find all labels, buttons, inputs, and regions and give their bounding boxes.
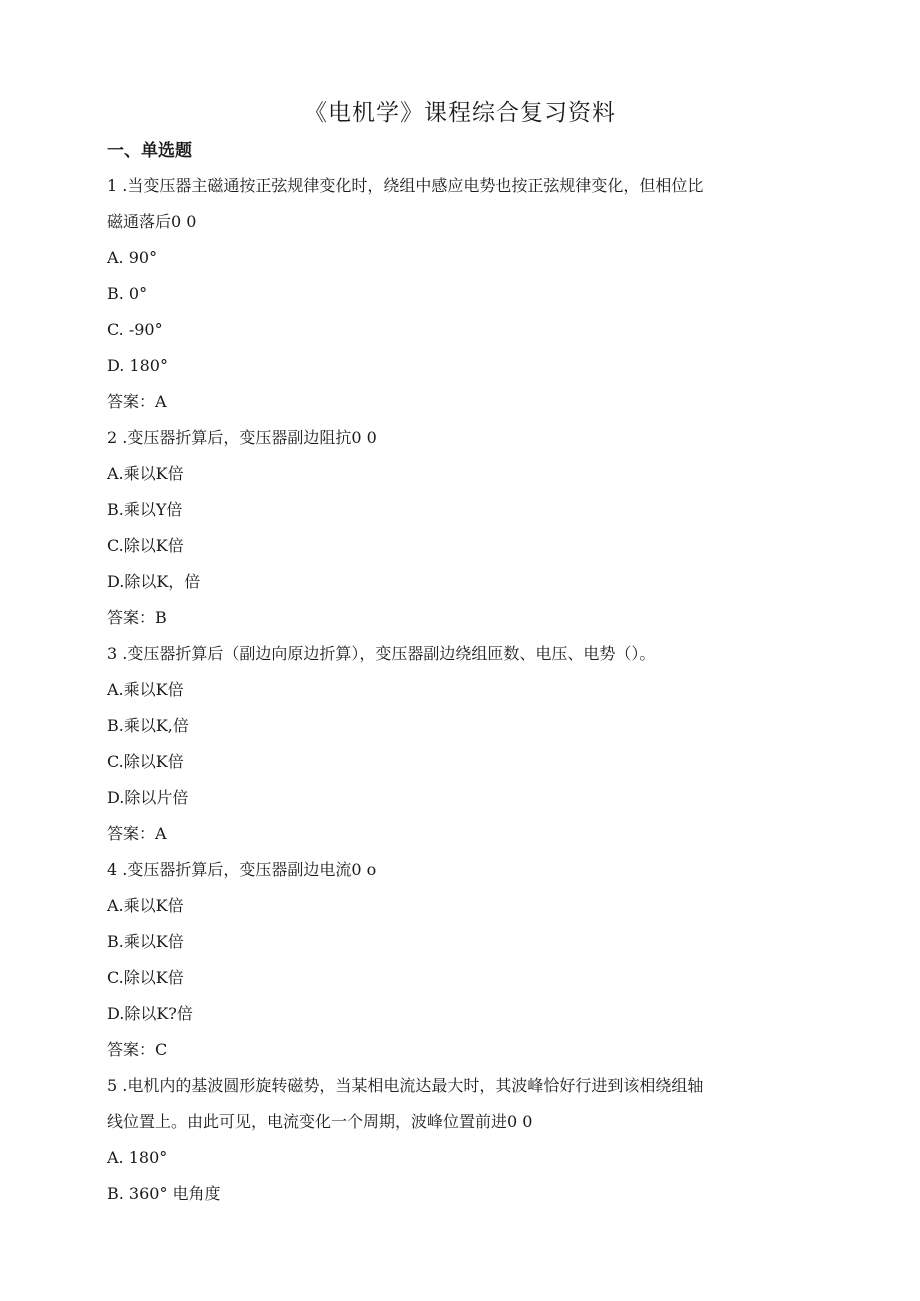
option-a: A.乘以K倍 (107, 464, 184, 483)
option-b: B.乘以K倍 (107, 932, 184, 951)
option-d: D.除以K，倍 (107, 572, 201, 591)
question-3 (107, 640, 823, 856)
question-1 (107, 172, 823, 424)
option-b: B.乘以Y倍 (107, 500, 183, 519)
option-c: C.除以K倍 (107, 968, 184, 987)
answer: 答案：A (107, 392, 167, 411)
question-stem: 1 .当变压器主磁通按正弦规律变化时，绕组中感应电势也按正弦规律变化，但相位比 (107, 176, 704, 195)
question-stem-continued: 线位置上。由此可见，电流变化一个周期，波峰位置前进0 0 (107, 1112, 533, 1131)
question-4 (107, 856, 823, 1072)
option-c: C.除以K倍 (107, 752, 184, 771)
answer: 答案：A (107, 824, 167, 843)
option-c: C. -90° (107, 320, 163, 339)
question-stem: 2 .变压器折算后，变压器副边阻抗0 0 (107, 428, 377, 447)
option-a: A.乘以K倍 (107, 680, 184, 699)
option-d: D.除以片倍 (107, 788, 189, 807)
document-title: 《电机学》课程综合复习资料 (304, 100, 616, 126)
option-a: A. 90° (107, 248, 158, 267)
option-a: A.乘以K倍 (107, 896, 184, 915)
question-2 (107, 424, 823, 640)
option-a: A. 180° (107, 1148, 168, 1167)
option-b: B. 0° (107, 284, 148, 303)
question-stem: 5 .电机内的基波圆形旋转磁势，当某相电流达最大时，其波峰恰好行进到该相绕组轴 (107, 1076, 704, 1095)
option-d: D. 180° (107, 356, 168, 375)
option-b: B.乘以K,倍 (107, 716, 189, 735)
question-list (107, 172, 823, 1216)
option-d: D.除以K?倍 (107, 1004, 193, 1023)
question-stem-continued: 磁通落后0 0 (107, 212, 197, 231)
question-5 (107, 1072, 823, 1216)
answer: 答案：C (107, 1040, 168, 1059)
question-stem: 3 .变压器折算后（副边向原边折算），变压器副边绕组匝数、电压、电势（）。 (107, 644, 656, 663)
option-c: C.除以K倍 (107, 536, 184, 555)
question-stem: 4 .变压器折算后，变压器副边电流0 o (107, 860, 377, 879)
answer: 答案：B (107, 608, 167, 627)
section-heading: 一、单选题 (107, 141, 192, 161)
option-b: B. 360° 电角度 (107, 1184, 221, 1203)
